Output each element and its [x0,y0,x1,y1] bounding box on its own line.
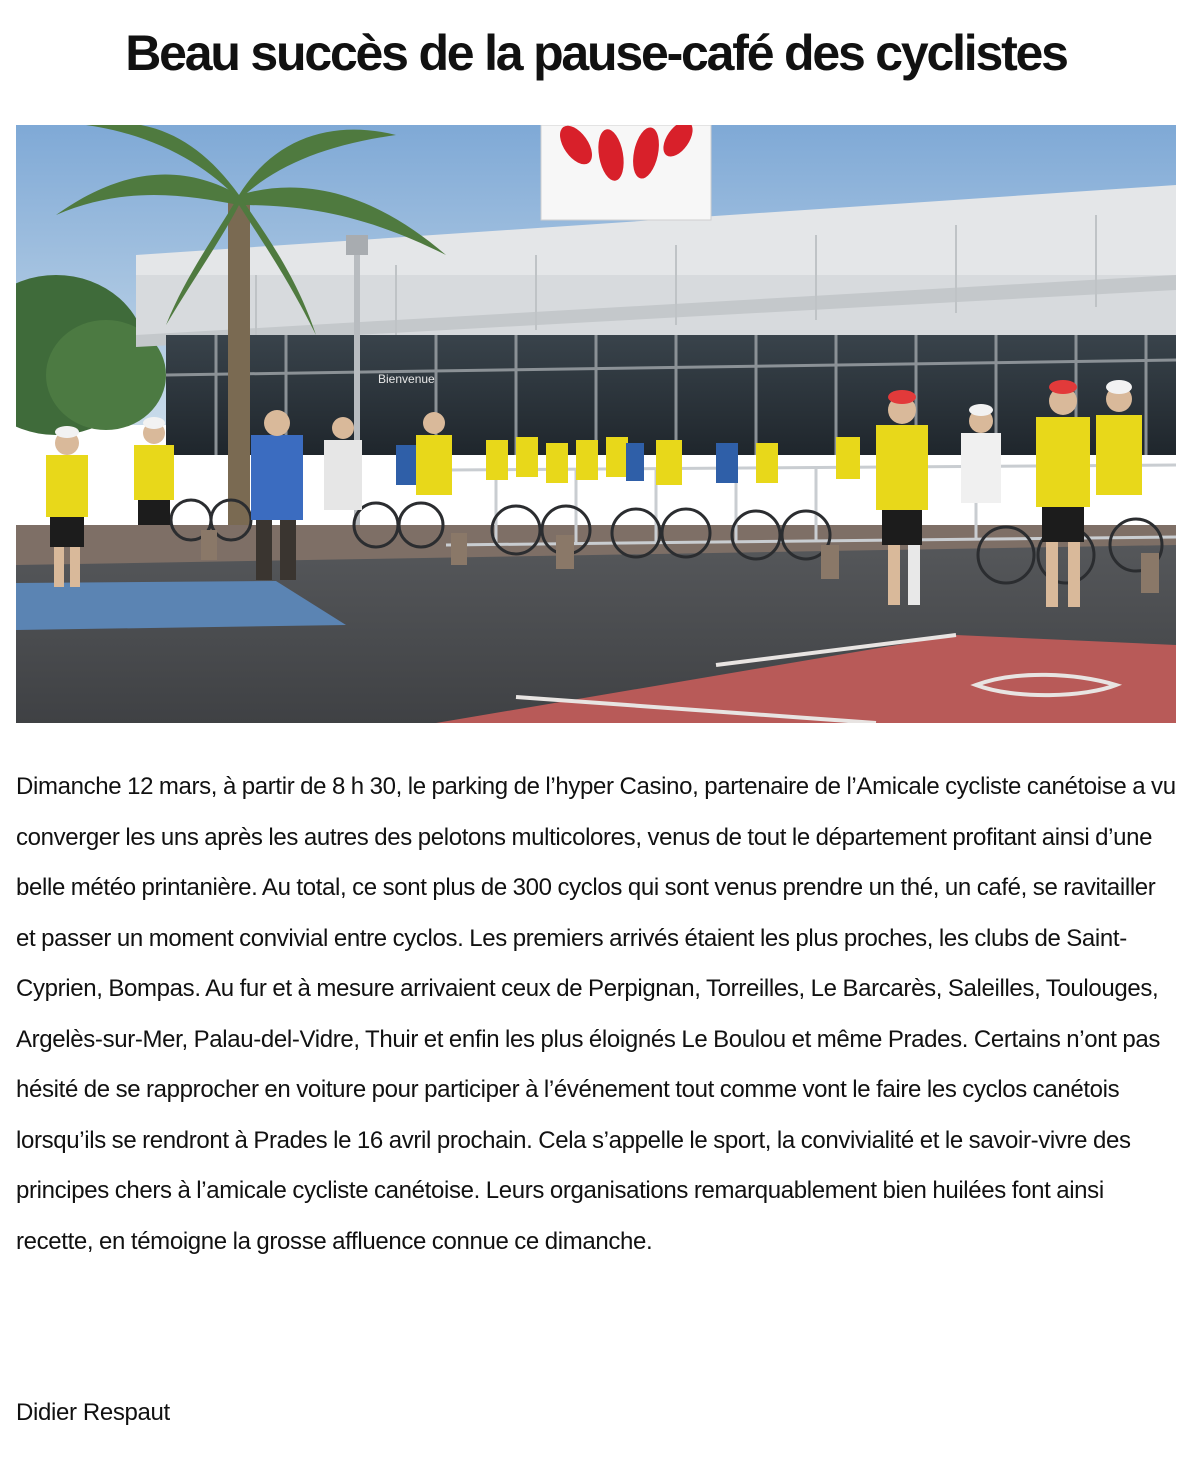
storefront-glass [166,335,1176,455]
article-title: Beau succès de la pause-café des cyclistes [125,25,1067,81]
article-author: Didier Respaut [16,1399,170,1426]
welcome-sign: Bienvenue [378,372,435,386]
article-body: Dimanche 12 mars, à partir de 8 h 30, le parking de l’hyper Casino, partenaire de l’Amicale cycliste canétoise a vu converger les uns après les autres des pelotons multicolores, venus de tout le département profitant ainsi d’une belle météo printanière. Au total, ce sont plus de 300 cyclos qui sont venus prendre un thé, un café, se ravitailler et passer un moment convivial entre cyclos. Les premiers arrivés étaient les plus proches, les clubs de Saint-Cyprien, Bompas. Au fur et à mesure arrivaient ceux de Perpignan, Torreilles, Le Barcarès, Saleilles, Toulouges, Argelès-sur-Mer, Palau-del-Vidre, Thuir et enfin les plus éloignés Le Boulou et même Prades. Certains n’ont pas hésité de se rapprocher en voiture pour participer à l’événement tout comme vont le faire les cyclos canétois lorsqu’ils se rendront à Prades le 16 avril prochain. Cela s’appelle le sport, la convivialité et le savoir-vivre des principes chers à l’amicale cycliste canétoise. Leurs organisations remarquablement bien huilées font ainsi recette, en témoigne la grosse affluence connue ce dimanche. [16,773,1176,1255]
article-photo [16,125,1176,723]
